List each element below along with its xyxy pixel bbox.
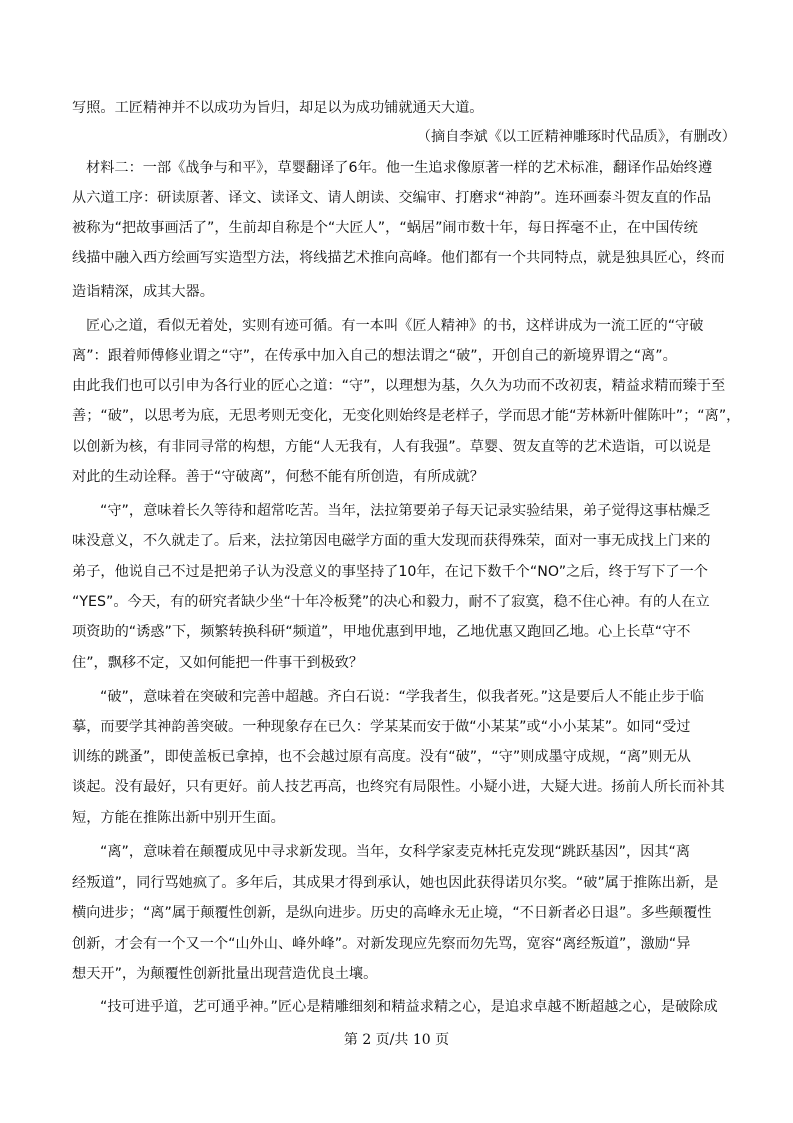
paragraph-line: “守”，意味着长久等待和超常吃苦。当年，法拉第要弟子每天记录实验结果，弟子觉得这事枯燥乏 [100, 503, 711, 519]
paragraph-line: 以创新为核，有非同寻常的构想，方能“人无我有，人有我强”。草婴、贺友直等的艺术造诣，可以说是 [72, 439, 711, 455]
paragraph-line: “技可进乎道，艺可通乎神。”匠心是精雕细刻和精益求精之心，是追求卓越不断超越之心，是破除成 [100, 999, 718, 1015]
paragraph-line: 创新，才会有一个又一个“山外山、峰外峰”。对新发现应先察而勿先骂，宽容“离经叛道”，激励“异 [72, 936, 691, 952]
paragraph-line: 住”，飘移不定，又如何能把一件事干到极致？ [72, 655, 364, 671]
paragraph-line: 从六道工序：研读原著、译文、读译文、请人朗读、交编审、打磨求“神韵”。连环画泰斗贺友直的作品 [72, 190, 711, 206]
source-citation: （摘自李斌《以工匠精神雕琢时代品质》，有删改） [416, 129, 736, 145]
paragraph-line: 弟子，他说自己不过是把弟子认为没意义的事坚持了10年，在记下数千个“NO”之后，终于写下了一个 [72, 564, 708, 580]
paragraph-line: 对此的生动诠释。善于“守破离”，何愁不能有所创造，有所成就？ [72, 469, 484, 485]
paragraph-line: “YES”。今天，有的研究者缺少坐“十年冷板凳”的决心和毅力，耐不了寂寞，稳不住心神。有的人在立 [72, 594, 710, 610]
paragraph-line: 线描中融入西方绘画写实造型方法，将线描艺术推向高峰。他们都有一个共同特点，就是独具匠心，终而 [72, 250, 725, 266]
paragraph-line: 由此我们也可以引申为各行业的匠心之道：“守”，以理想为基，久久为功而不改初衷，精益求精而臻于至 [72, 378, 726, 394]
paragraph-line: 项资助的“诱惑”下，频繁转换科研“频道”，甲地优惠到甲地，乙地优惠又跑回乙地。心上长草“守不 [72, 624, 691, 640]
paragraph-line: 经叛道”，同行骂她疯了。多年后，其成果才得到承认，她也因此获得诺贝尔奖。“破”属于推陈出新，是 [72, 875, 719, 891]
paragraph-line: 造诣精深，成其大器。 [72, 284, 214, 300]
paragraph-line: 离”：跟着师傅修业谓之“守”，在传承中加入自己的想法谓之“破”，开创自己的新境界谓之“离”。 [72, 348, 677, 364]
paragraph-line: 短，方能在推陈出新中别开生面。 [72, 810, 285, 826]
paragraph-line: 味没意义，不久就走了。后来，法拉第因电磁学方面的重大发现而获得殊荣，面对一事无成找上门来的 [72, 533, 711, 549]
paragraph-line: 横向进步；“离”属于颠覆性创新，是纵向进步。历史的高峰永无止境，“不日新者必日退”。多些颠覆性 [72, 905, 712, 921]
paragraph-line: 想天开”，为颠覆性创新批量出现营造优良土壤。 [72, 966, 378, 982]
paragraph-line: 被称为“把故事画活了”，生前却自称是个“大匠人”，“蜗居”闹市数十年，每日挥毫不止，在中国传统 [72, 220, 698, 236]
page-number-footer: 第 2 页/共 10 页 [343, 1032, 450, 1048]
paragraph-line: 训练的跳蚤”，即使盖板已拿掉，也不会越过原有高度。没有“破”，“守”则成墨守成规，“离”则无从 [72, 749, 691, 765]
paragraph-line: 谈起。没有最好，只有更好。前人技艺再高，也终究有局限性。小疑小进，大疑大进。扬前人所长而补其 [72, 779, 725, 795]
paragraph-line: 善；“破”，以思考为底，无思考则无变化，无变化则始终是老样子，学而思才能“芳林新叶催陈叶”；“离”， [72, 408, 741, 424]
paragraph-line: “破”，意味着在突破和完善中超越。齐白石说：“学我者生，似我者死。”这是要后人不能止步于临 [100, 689, 704, 705]
paragraph-line: “离”，意味着在颠覆成见中寻求新发现。当年，女科学家麦克林托克发现“跳跃基因”，因其“离 [100, 844, 691, 860]
paragraph-line: 写照。工匠精神并不以成功为旨归，却足以为成功铺就通天大道。 [72, 100, 484, 116]
paragraph-line: 匠心之道，看似无着处，实则有迹可循。有一本叫《匠人精神》的书，这样讲成为一流工匠的“守破 [86, 318, 704, 334]
paragraph-line: 摹，而要学其神韵善突破。一种现象存在已久：学某某而安于做“小某某”或“小小某某”。如同“受过 [72, 719, 691, 735]
paragraph-line: 材料二：一部《战争与和平》，草婴翻译了6年。他一生追求像原著一样的艺术标准，翻译作品始终遵 [86, 160, 713, 176]
